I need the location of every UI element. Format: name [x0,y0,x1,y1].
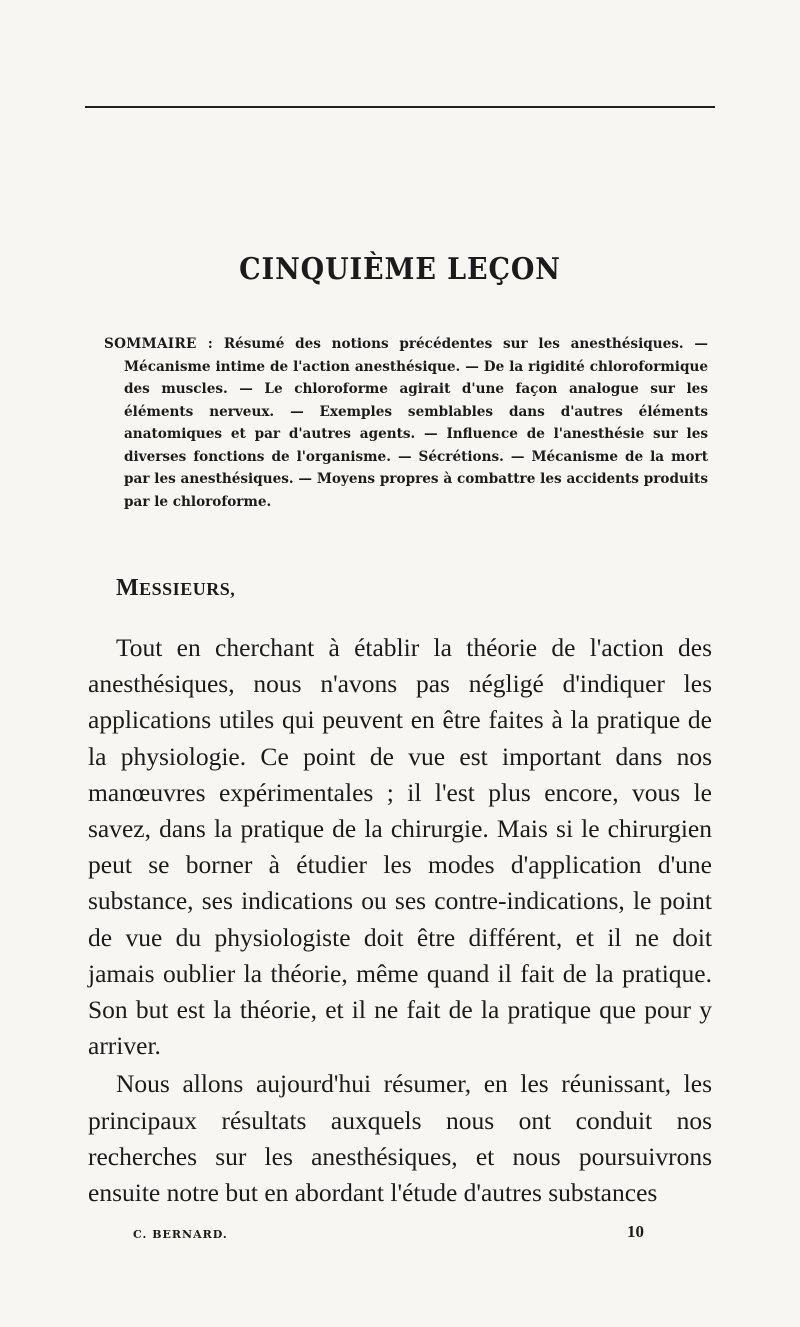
salutation-initial: M [116,575,140,601]
body-text [88,630,712,1211]
paragraph-2: Nous allons aujourd'hui résumer, en les réunissant, les principaux résultats auxquels nous ont conduit nos recherches sur les anesthésiques, et nous poursuivrons ensuite notre but en abordant l'étude d'autres substances [88,1069,712,1208]
summary-label: SOMMAIRE : [104,336,214,352]
summary-text: Résumé des notions précédentes sur les anesthésiques. — Mécanisme intime de l'action anesthésique. — De la rigidité chloroformique des muscles. — Le chloroforme agirait d'une façon analogue sur les éléments nerveux. — Exemples semblables dans d'autres éléments anatomiques et par d'autres agents. — Influence de l'anesthésie sur les diverses fonctions de l'organisme. — Sécrétions. — Mécanisme de la mort par les anesthésiques. — Moyens propres à combattre les accidents produits par le chloroforme. [124,336,708,510]
salutation [116,575,235,602]
salutation-rest: ESSIEURS, [139,579,236,599]
chapter-title: CINQUIÈME LEÇON [239,252,561,287]
footer-signature: C. BERNARD. [133,1228,228,1241]
page-number: 10 [627,1222,644,1241]
header-rule [85,106,715,108]
chapter-summary [104,333,708,513]
paragraph-1: Tout en cherchant à établir la théorie de l'action des anesthésiques, nous n'avons pas négligé d'indiquer les applications utiles qui peuvent en être faites à la pratique de la physiologie. Ce point de vue est important dans nos manœuvres expérimentales ; il l'est plus encore, vous le savez, dans la pratique de la chirurgie. Mais si le chirurgien peut se borner à étudier les modes d'application d'une substance, ses indications ou ses contre-indications, le point de vue du physiologiste doit être différent, et il ne doit jamais oublier la théorie, même quand il fait de la pratique. Son but est la théorie, et il ne fait de la pratique que pour y arriver. [88,633,712,1061]
